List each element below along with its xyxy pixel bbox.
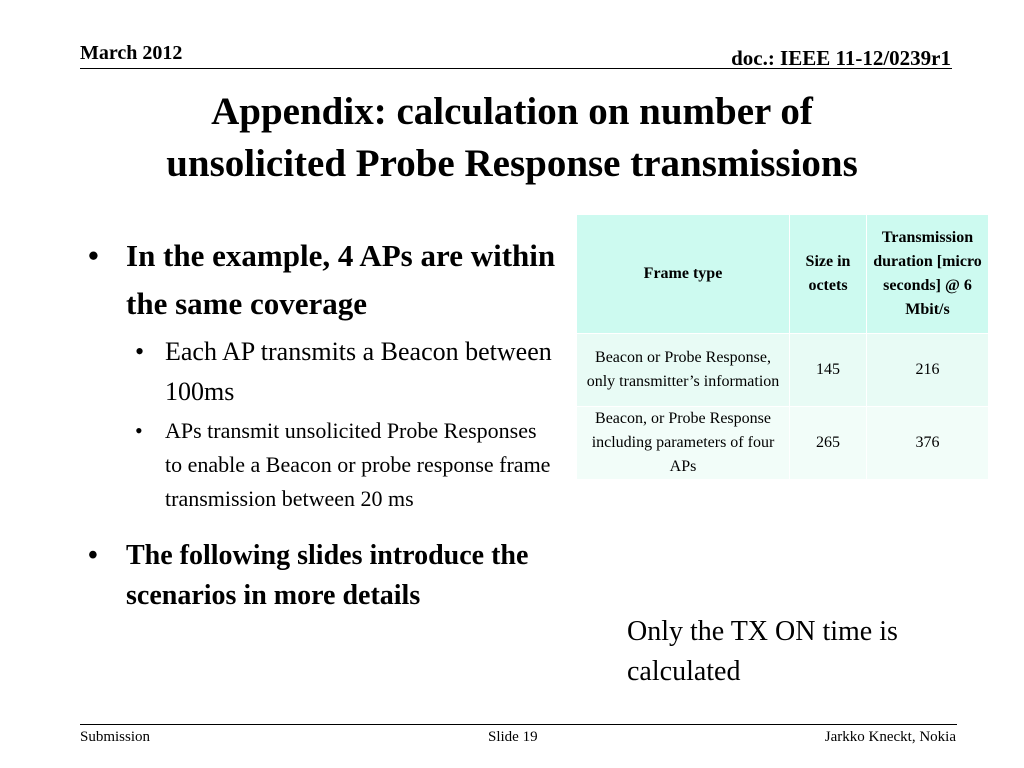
table-row [577,407,989,480]
table-cell: Beacon or Probe Response, only transmitter’s information [577,334,790,407]
table-header-cell: Transmission duration [micro seconds] @ 6 Mbit/s [867,215,989,334]
table-header-cell: Frame type [577,215,790,334]
bullet-sub-2: • APs transmit unsolicited Probe Responses to enable a Beacon or probe response frame transmission between 20 ms [135,414,558,516]
header-divider [80,68,952,69]
footer-slide-number: Slide 19 [488,729,538,745]
header-doc-id: doc.: IEEE 11-12/0239r1 [731,46,951,70]
table-cell: 265 [790,407,867,480]
slide-title-line-1: Appendix: calculation on number of [211,90,813,133]
header-date: March 2012 [80,42,183,64]
footer-left: Submission [80,729,151,745]
bullet-main-1: • In the example, 4 APs are within the same coverage [88,232,558,328]
bullet-list [88,232,558,616]
note-text: Only the TX ON time is calculated [627,616,898,687]
table-row [577,334,989,407]
table-header-row [577,215,989,334]
bullet-main-2: • The following slides introduce the scenarios in more details [88,536,558,616]
footer-divider [80,724,957,725]
slide-title [60,86,964,190]
table-header-cell: Size in octets [790,215,867,334]
slide-title-line-2: unsolicited Probe Response transmissions [166,142,858,185]
frame-table [576,214,989,480]
table-cell: 376 [867,407,989,480]
table-cell: Beacon, or Probe Response including parameters of four APs [577,407,790,480]
table-cell: 145 [790,334,867,407]
bullet-sub-1: • Each AP transmits a Beacon between 100ms [135,332,558,412]
table-cell: 216 [867,334,989,407]
footer-author: Jarkko Kneckt, Nokia [824,729,956,745]
